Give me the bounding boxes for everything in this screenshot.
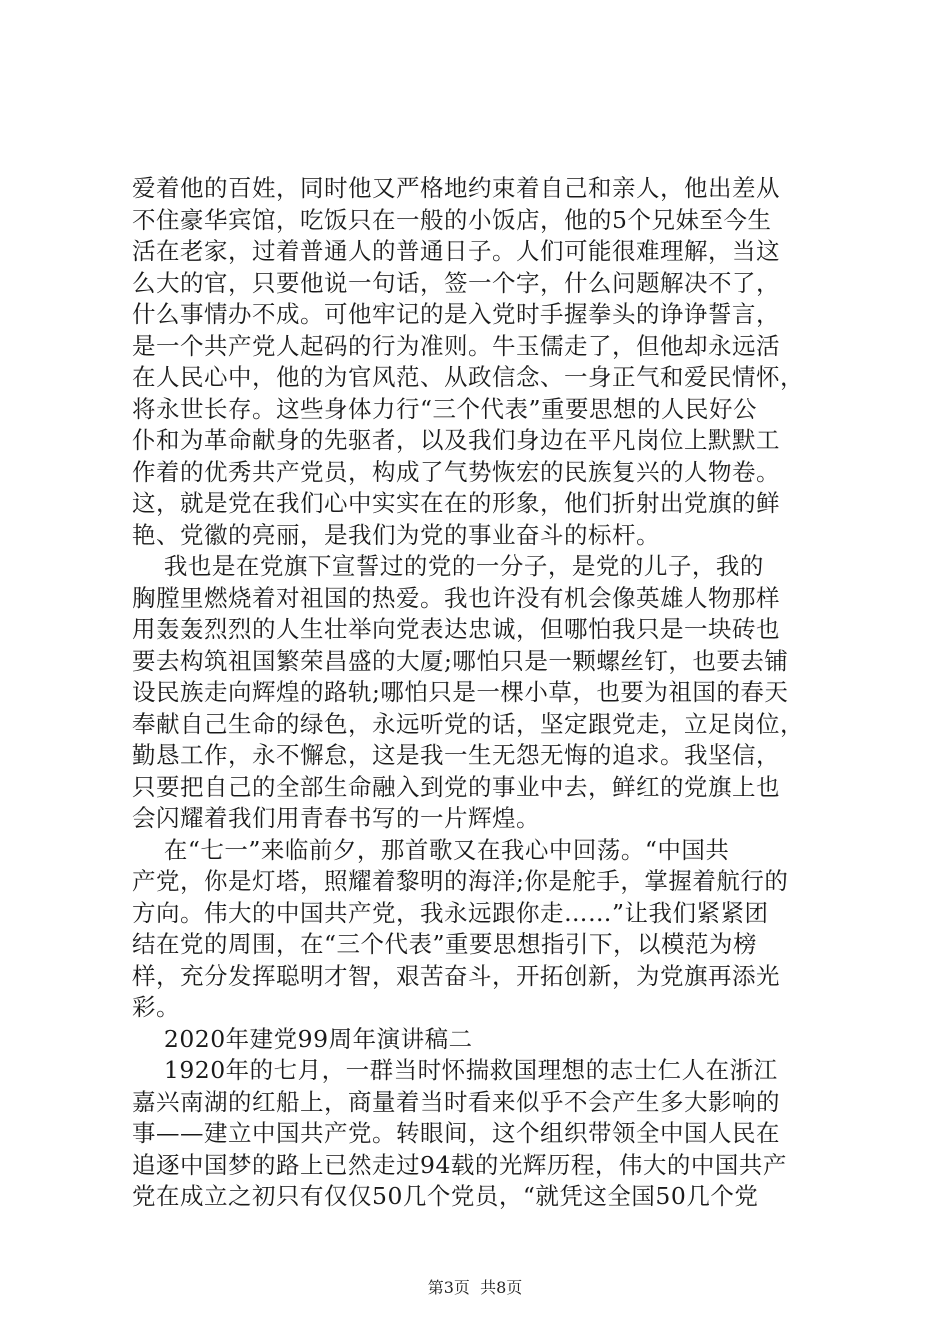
text-line: 艳、党徽的亮丽，是我们为党的事业奋斗的标杆。 xyxy=(132,520,660,549)
text-line: 是一个共产党人起码的行为准则。牛玉儒走了，但他却永远活 xyxy=(132,331,780,360)
text-line: 奉献自己生命的绿色，永远听党的话，坚定跟党走，立足岗位， xyxy=(132,709,804,738)
text-line: 什么事情办不成。可他牢记的是入党时手握拳头的诤诤誓言， xyxy=(132,300,780,328)
text-line: 1920年的七月，一群当时怀揣救国理想的志士仁人在浙江 xyxy=(132,1056,778,1084)
text-line: 胸膛里燃烧着对祖国的热爱。我也许没有机会像英雄人物那样 xyxy=(132,583,780,612)
text-line: 将永世长存。这些身体力行“三个代表”重要思想的人民好公 xyxy=(132,394,758,423)
text-line: 仆和为革命献身的先驱者，以及我们身边在平凡岗位上默默工 xyxy=(132,426,780,454)
text-line: 我也是在党旗下宣誓过的党的一分子，是党的儿子，我的 xyxy=(132,552,764,580)
text-line: 结在党的周围，在“三个代表”重要思想指引下，以模范为榜 xyxy=(132,930,758,958)
text-line: 要去构筑祖国繁荣昌盛的大厦;哪怕只是一颗螺丝钉，也要去铺 xyxy=(132,646,789,675)
text-line: 样，充分发挥聪明才智，艰苦奋斗，开拓创新，为党旗再添光 xyxy=(132,961,780,990)
text-line: 追逐中国梦的路上已然走过94载的光辉历程，伟大的中国共产 xyxy=(132,1150,787,1179)
text-line: 勤恳工作，永不懈怠，这是我一生无怨无悔的追求。我坚信， xyxy=(132,741,780,769)
text-line: 产党，你是灯塔，照耀着黎明的海洋;你是舵手，掌握着航行的 xyxy=(132,867,789,895)
text-line: 嘉兴南湖的红船上，商量着当时看来似乎不会产生多大影响的 xyxy=(132,1087,780,1116)
section-heading: 2020年建党99周年演讲稿二 xyxy=(132,1024,473,1053)
text-line: 事——建立中国共产党。转眼间，这个组织带领全中国人民在 xyxy=(132,1119,780,1147)
text-line: 这，就是党在我们心中实实在在的形象，他们折射出党旗的鲜 xyxy=(132,489,780,517)
text-line: 用轰轰烈烈的人生壮举向党表达忠诚，但哪怕我只是一块砖也 xyxy=(132,615,780,643)
text-line: 只要把自己的全部生命融入到党的事业中去，鲜红的党旗上也 xyxy=(132,772,780,801)
text-line: 会闪耀着我们用青春书写的一片辉煌。 xyxy=(132,804,540,832)
text-line: 活在老家，过着普通人的普通日子。人们可能很难理解，当这 xyxy=(132,237,780,265)
text-line: 党在成立之初只有仅仅50几个党员，“就凭这全国50几个党 xyxy=(132,1182,759,1210)
text-line: 作着的优秀共产党员，构成了气势恢宏的民族复兴的人物卷。 xyxy=(132,457,780,486)
text-line: 设民族走向辉煌的路轨;哪怕只是一棵小草，也要为祖国的春天 xyxy=(132,678,789,706)
page-number-footer: 第3页 共8页 xyxy=(427,1278,523,1297)
text-line: 么大的官，只要他说一句话，签一个字，什么问题解决不了， xyxy=(132,268,780,297)
text-line: 在“七一”来临前夕，那首歌又在我心中回荡。“中国共 xyxy=(132,835,730,864)
text-line: 爱着他的百姓，同时他又严格地约束着自己和亲人，他出差从 xyxy=(132,174,780,202)
text-line: 不住豪华宾馆，吃饭只在一般的小饭店，他的5个兄妹至今生 xyxy=(132,205,772,234)
text-line: 在人民心中，他的为官风范、从政信念、一身正气和爱民情怀， xyxy=(132,363,804,391)
document-body xyxy=(132,173,832,1213)
text-line: 彩。 xyxy=(132,993,180,1021)
text-line: 方向。伟大的中国共产党，我永远跟你走……”让我们紧紧团 xyxy=(132,898,769,927)
